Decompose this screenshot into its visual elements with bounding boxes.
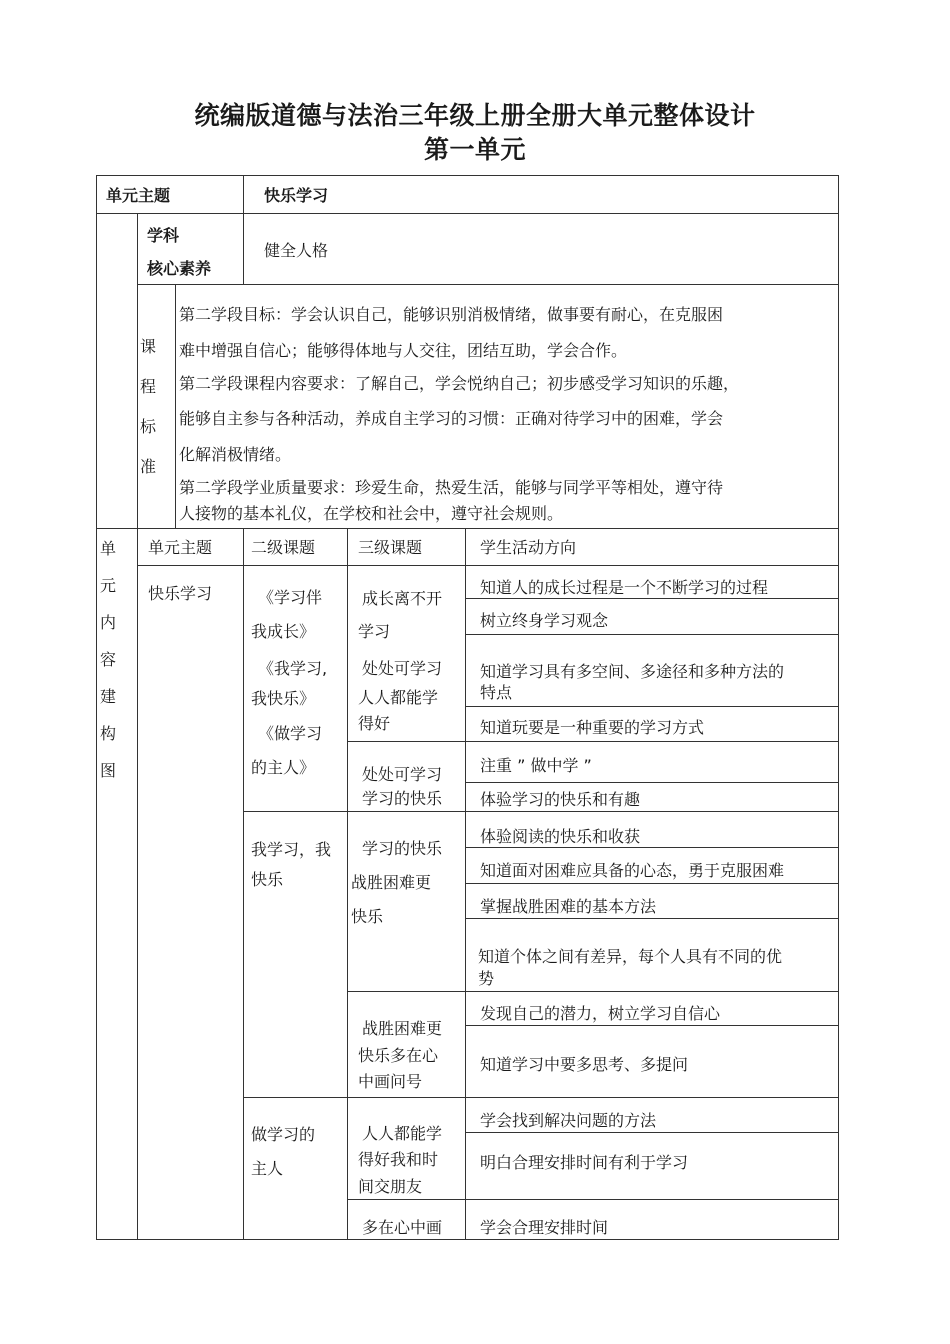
list-item: 势 — [478, 969, 495, 988]
list-item: 知道面对困难应具备的心态，勇于克服困难 — [480, 861, 785, 880]
list-item: 体验阅读的快乐和收获 — [480, 827, 641, 846]
core-label-line2: 核心素养 — [147, 259, 212, 278]
list-item: 知道人的成长过程是一个不断学习的过程 — [480, 578, 769, 597]
list-item: 知道学习中要多思考、多提问 — [480, 1055, 689, 1074]
list-item: 知道学习具有多空间、多途径和多种方法的 — [480, 662, 785, 681]
structure-side-label: 单 元 内 容 建 构 图 — [99, 539, 116, 780]
header-unit-theme: 单元主题 — [148, 538, 213, 557]
list-item: 学会合理安排时间 — [480, 1218, 609, 1237]
document-title: 统编版道德与法治三年级上册全册大单元整体设计 — [194, 101, 756, 130]
list-item: 掌握战胜困难的基本方法 — [480, 897, 657, 916]
header-level3: 三级课题 — [358, 538, 423, 557]
header-level2: 二级课题 — [251, 538, 316, 557]
unit-title: 第一单元 — [423, 135, 526, 164]
header-activities: 学生活动方向 — [480, 538, 577, 557]
list-item: 发现自己的潜力，树立学习自信心 — [480, 1004, 721, 1023]
core-value: 健全人格 — [264, 241, 329, 260]
list-item: 明白合理安排时间有利于学习 — [480, 1153, 689, 1172]
unit-theme-cell: 快乐学习 — [148, 584, 213, 603]
list-item: 知道玩要是一种重要的学习方式 — [480, 718, 705, 737]
core-label-line1: 学科 — [147, 226, 180, 245]
list-item: 特点 — [480, 683, 513, 702]
theme-label: 单元主题 — [106, 186, 171, 205]
list-item: 树立终身学习观念 — [480, 611, 609, 630]
list-item: 知道个体之间有差异，每个人具有不同的优 — [478, 947, 783, 966]
list-item: 体验学习的快乐和有趣 — [480, 790, 641, 809]
standard-label: 课 程 标 准 — [139, 337, 156, 476]
list-item: 学会找到解决问题的方法 — [480, 1111, 657, 1130]
list-item: 注重 ” 做中学 ” — [480, 756, 592, 775]
theme-value: 快乐学习 — [264, 186, 329, 205]
